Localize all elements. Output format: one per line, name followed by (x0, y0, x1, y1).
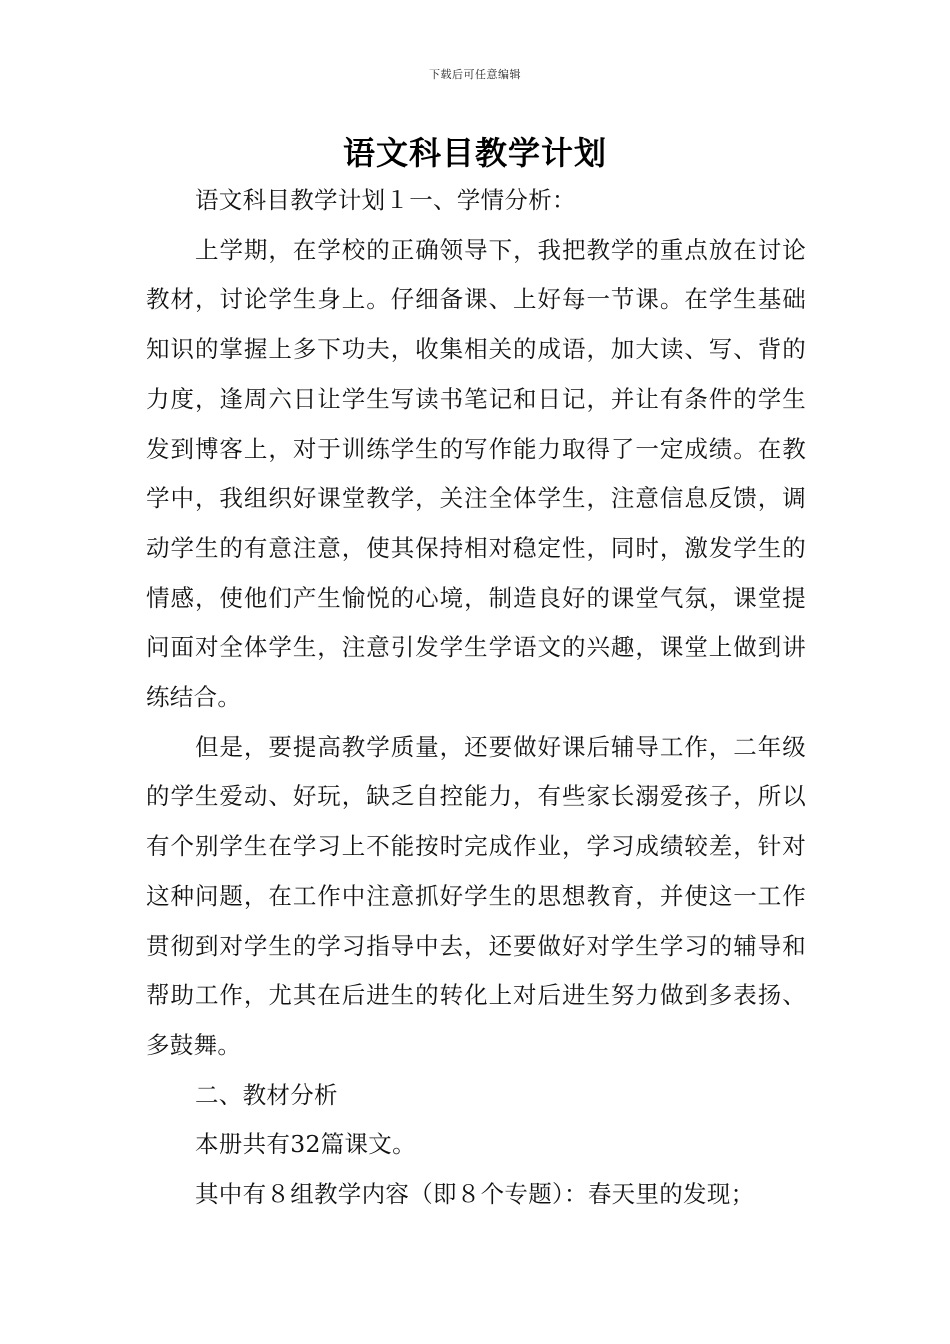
body-paragraph: 其中有８组教学内容（即８个专题）：春天里的发现； (195, 1180, 755, 1209)
section-heading-textbook-analysis: 二、教材分析 (195, 1080, 338, 1109)
body-paragraph: 上学期，在学校的正确领导下，我把教学的重点放在讨论教材，讨论学生身上。仔细备课、上好每一节课。在学生基础知识的掌握上多下功夫，收集相关的成语，加大读、写、背的力度，逢周六日让学生写读书笔记和日记，并让有条件的学生发到博客上，对于训练学生的写作能力取得了一定成绩。在教学中，我组织好课堂教学，关注全体学生，注意信息反馈，调动学生的有意注意，使其保持相对稳定性，同时，激发学生的情感，使他们产生愉悦的心境，制造良好的课堂气氛，课堂提问面对全体学生，注意引发学生学语文的兴趣，课堂上做到讲练结合。 (146, 235, 806, 712)
page-header-note: 下载后可任意编辑 (429, 68, 521, 81)
body-paragraph: 本册共有32篇课文。 (195, 1130, 416, 1159)
document-body (146, 176, 806, 1220)
document-title: 语文科目教学计划 (342, 134, 607, 172)
section-heading-learning-analysis: 语文科目教学计划１一、学情分析： (195, 186, 576, 214)
body-paragraph: 但是，要提高教学质量，还要做好课后辅导工作，二年级的学生爱动、好玩，缺乏自控能力，有些家长溺爱孩子，所以有个别学生在学习上不能按时完成作业，学习成绩较差，针对这种问题，在工作中注意抓好学生的思想教育，并使这一工作贯彻到对学生的学习指导中去，还要做好对学生学习的辅导和帮助工作，尤其在后进生的转化上对后进生努力做到多表扬、多鼓舞。 (146, 732, 806, 1059)
